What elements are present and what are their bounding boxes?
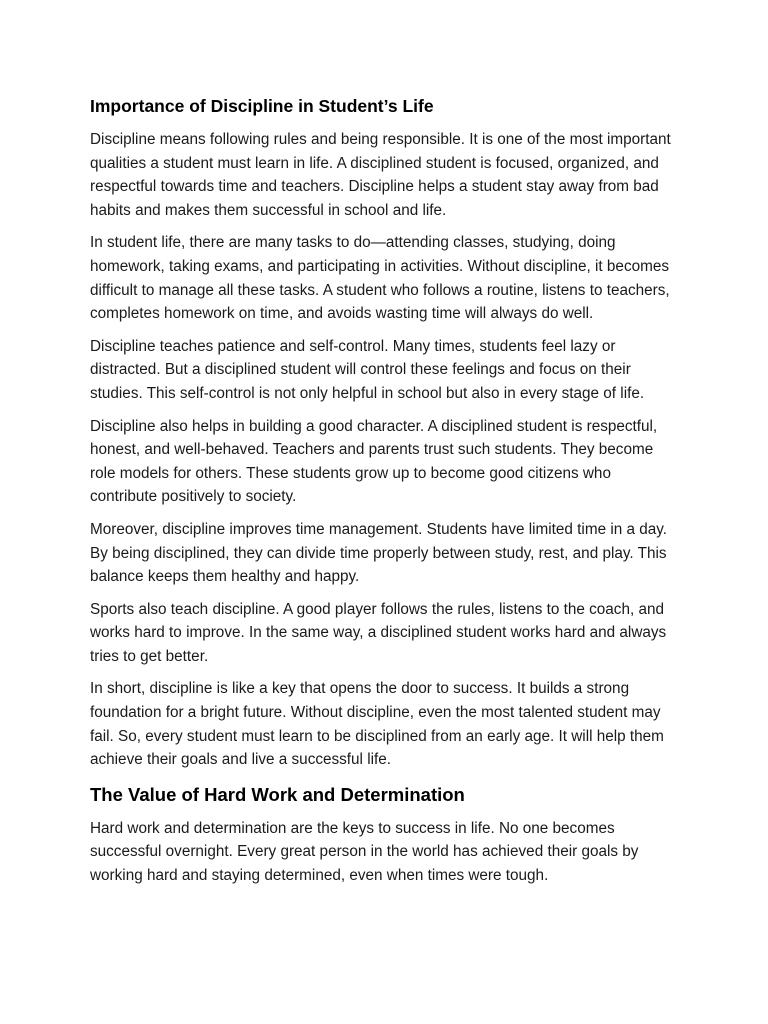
section-title: Importance of Discipline in Student’s Life [90, 96, 434, 116]
paragraph: Sports also teach discipline. A good player follows the rules, listens to the coach, and works hard to improve. In the same way, a disciplined student works hard and always tries to get better. [90, 600, 667, 665]
paragraph: Hard work and determination are the keys to success in life. No one becomes successful overnight. Every great person in the world has achieved their goals by working hard and staying determined, even when times were tough. [90, 819, 639, 885]
paragraph: Moreover, discipline improves time management. Students have limited time in a day. By being disciplined, they can divide time properly between study, rest, and play. This balance keeps them healthy and happy. [90, 520, 668, 586]
paragraph: Discipline teaches patience and self-control. Many times, students feel lazy or distracted. But a disciplined student will control these feelings and focus on their studies. This self-control is not only helpful in school but also in every stage of life. [90, 337, 645, 402]
paragraph: In student life, there are many tasks to do—attending classes, studying, doing homework, taking exams, and participating in activities. Without discipline, it becomes difficult to manage all these tasks. A student who follows a routine, listens to teachers, completes homework on time, and avoids wasting time will always do well. [90, 234, 670, 323]
section-title: The Value of Hard Work and Determination [90, 783, 465, 805]
paragraph: In short, discipline is like a key that opens the door to success. It builds a strong foundation for a bright future. Without discipline, even the most talented student may fail. So, every student must learn to be disciplined from an early age. It will help them achieve their goals and live a successful life. [90, 680, 664, 769]
document-body [90, 92, 682, 897]
paragraph: Discipline means following rules and being responsible. It is one of the most important qualities a student must learn in life. A disciplined student is focused, organized, and respectful towards time and teachers. Discipline helps a student stay away from bad habits and makes them successful in school and life. [90, 131, 671, 219]
paragraph: Discipline also helps in building a good character. A disciplined student is respectful, honest, and well-behaved. Teachers and parents trust such students. They become role models for others. These students grow up to become good citizens who contribute positively to society. [90, 417, 658, 506]
